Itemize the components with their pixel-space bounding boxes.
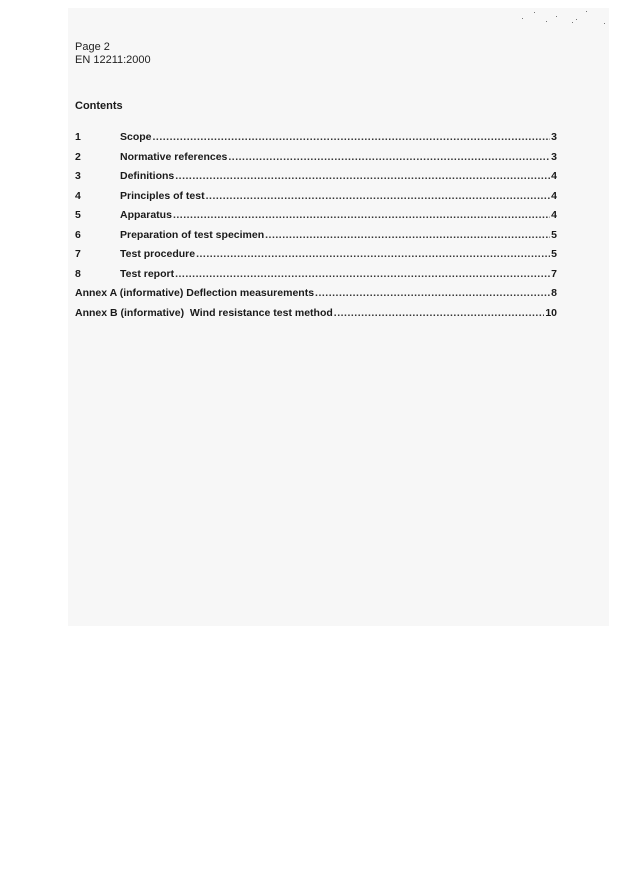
toc-entry-annex-a[interactable] xyxy=(75,287,557,307)
toc-entry-title: Test procedure xyxy=(120,248,196,260)
toc-entry-number: 4 xyxy=(75,189,81,202)
toc-entry-number: 7 xyxy=(75,248,81,260)
toc-entry-test-report[interactable] xyxy=(75,268,557,288)
toc-leader-dots xyxy=(173,209,550,221)
toc-leader-dots xyxy=(228,151,550,163)
page-header xyxy=(75,41,151,67)
toc-entry-number: 5 xyxy=(75,209,81,221)
toc-leader-dots xyxy=(175,170,550,182)
toc-leader-dots xyxy=(153,131,551,143)
contents-heading: Contents xyxy=(75,100,123,112)
toc-entry-title: Normative references xyxy=(120,150,228,163)
standard-id: EN 12211:2000 xyxy=(75,54,151,66)
toc-leader-dots xyxy=(196,248,550,260)
table-of-contents xyxy=(75,131,557,326)
toc-leader-dots xyxy=(334,307,545,319)
toc-entry-preparation-of-test-specimen[interactable] xyxy=(75,229,557,249)
toc-entry-page: 3 xyxy=(551,150,557,163)
toc-entry-title: Definitions xyxy=(120,170,175,182)
toc-entry-title: Annex A (informative) Deflection measurements xyxy=(75,287,315,299)
toc-leader-dots xyxy=(265,229,550,241)
toc-leader-dots xyxy=(206,190,551,202)
toc-entry-annex-b[interactable] xyxy=(75,307,557,327)
toc-entry-title: Apparatus xyxy=(120,209,172,221)
toc-entry-page: 5 xyxy=(551,228,557,241)
toc-entry-number: 6 xyxy=(75,228,81,241)
toc-entry-number: 3 xyxy=(75,170,81,182)
toc-entry-page: 8 xyxy=(551,287,557,299)
toc-entry-title: Annex B (informative) Wind resistance test method xyxy=(75,306,333,319)
toc-entry-page: 10 xyxy=(545,306,557,319)
toc-leader-dots xyxy=(175,268,550,280)
toc-entry-definitions[interactable] xyxy=(75,170,557,190)
toc-entry-title: Principles of test xyxy=(120,189,205,202)
toc-entry-normative-references[interactable] xyxy=(75,151,557,171)
toc-entry-scope[interactable] xyxy=(75,131,557,151)
page-number: Page 2 xyxy=(75,41,110,53)
toc-entry-number: 2 xyxy=(75,150,81,163)
toc-entry-apparatus[interactable] xyxy=(75,209,557,229)
toc-entry-title: Preparation of test specimen xyxy=(120,228,265,241)
toc-entry-page: 4 xyxy=(551,189,557,202)
toc-entry-page: 7 xyxy=(551,267,557,280)
toc-entry-title: Scope xyxy=(120,131,152,143)
toc-entry-page: 4 xyxy=(551,170,557,182)
toc-entry-page: 4 xyxy=(551,209,557,221)
toc-leader-dots xyxy=(315,287,550,299)
toc-entry-principles-of-test[interactable] xyxy=(75,190,557,210)
toc-entry-title: Test report xyxy=(120,267,175,280)
toc-entry-number: 8 xyxy=(75,267,81,280)
toc-entry-test-procedure[interactable] xyxy=(75,248,557,268)
toc-entry-number: 1 xyxy=(75,131,81,143)
scan-specks xyxy=(520,8,610,28)
toc-entry-page: 5 xyxy=(551,248,557,260)
toc-entry-page: 3 xyxy=(551,131,557,143)
